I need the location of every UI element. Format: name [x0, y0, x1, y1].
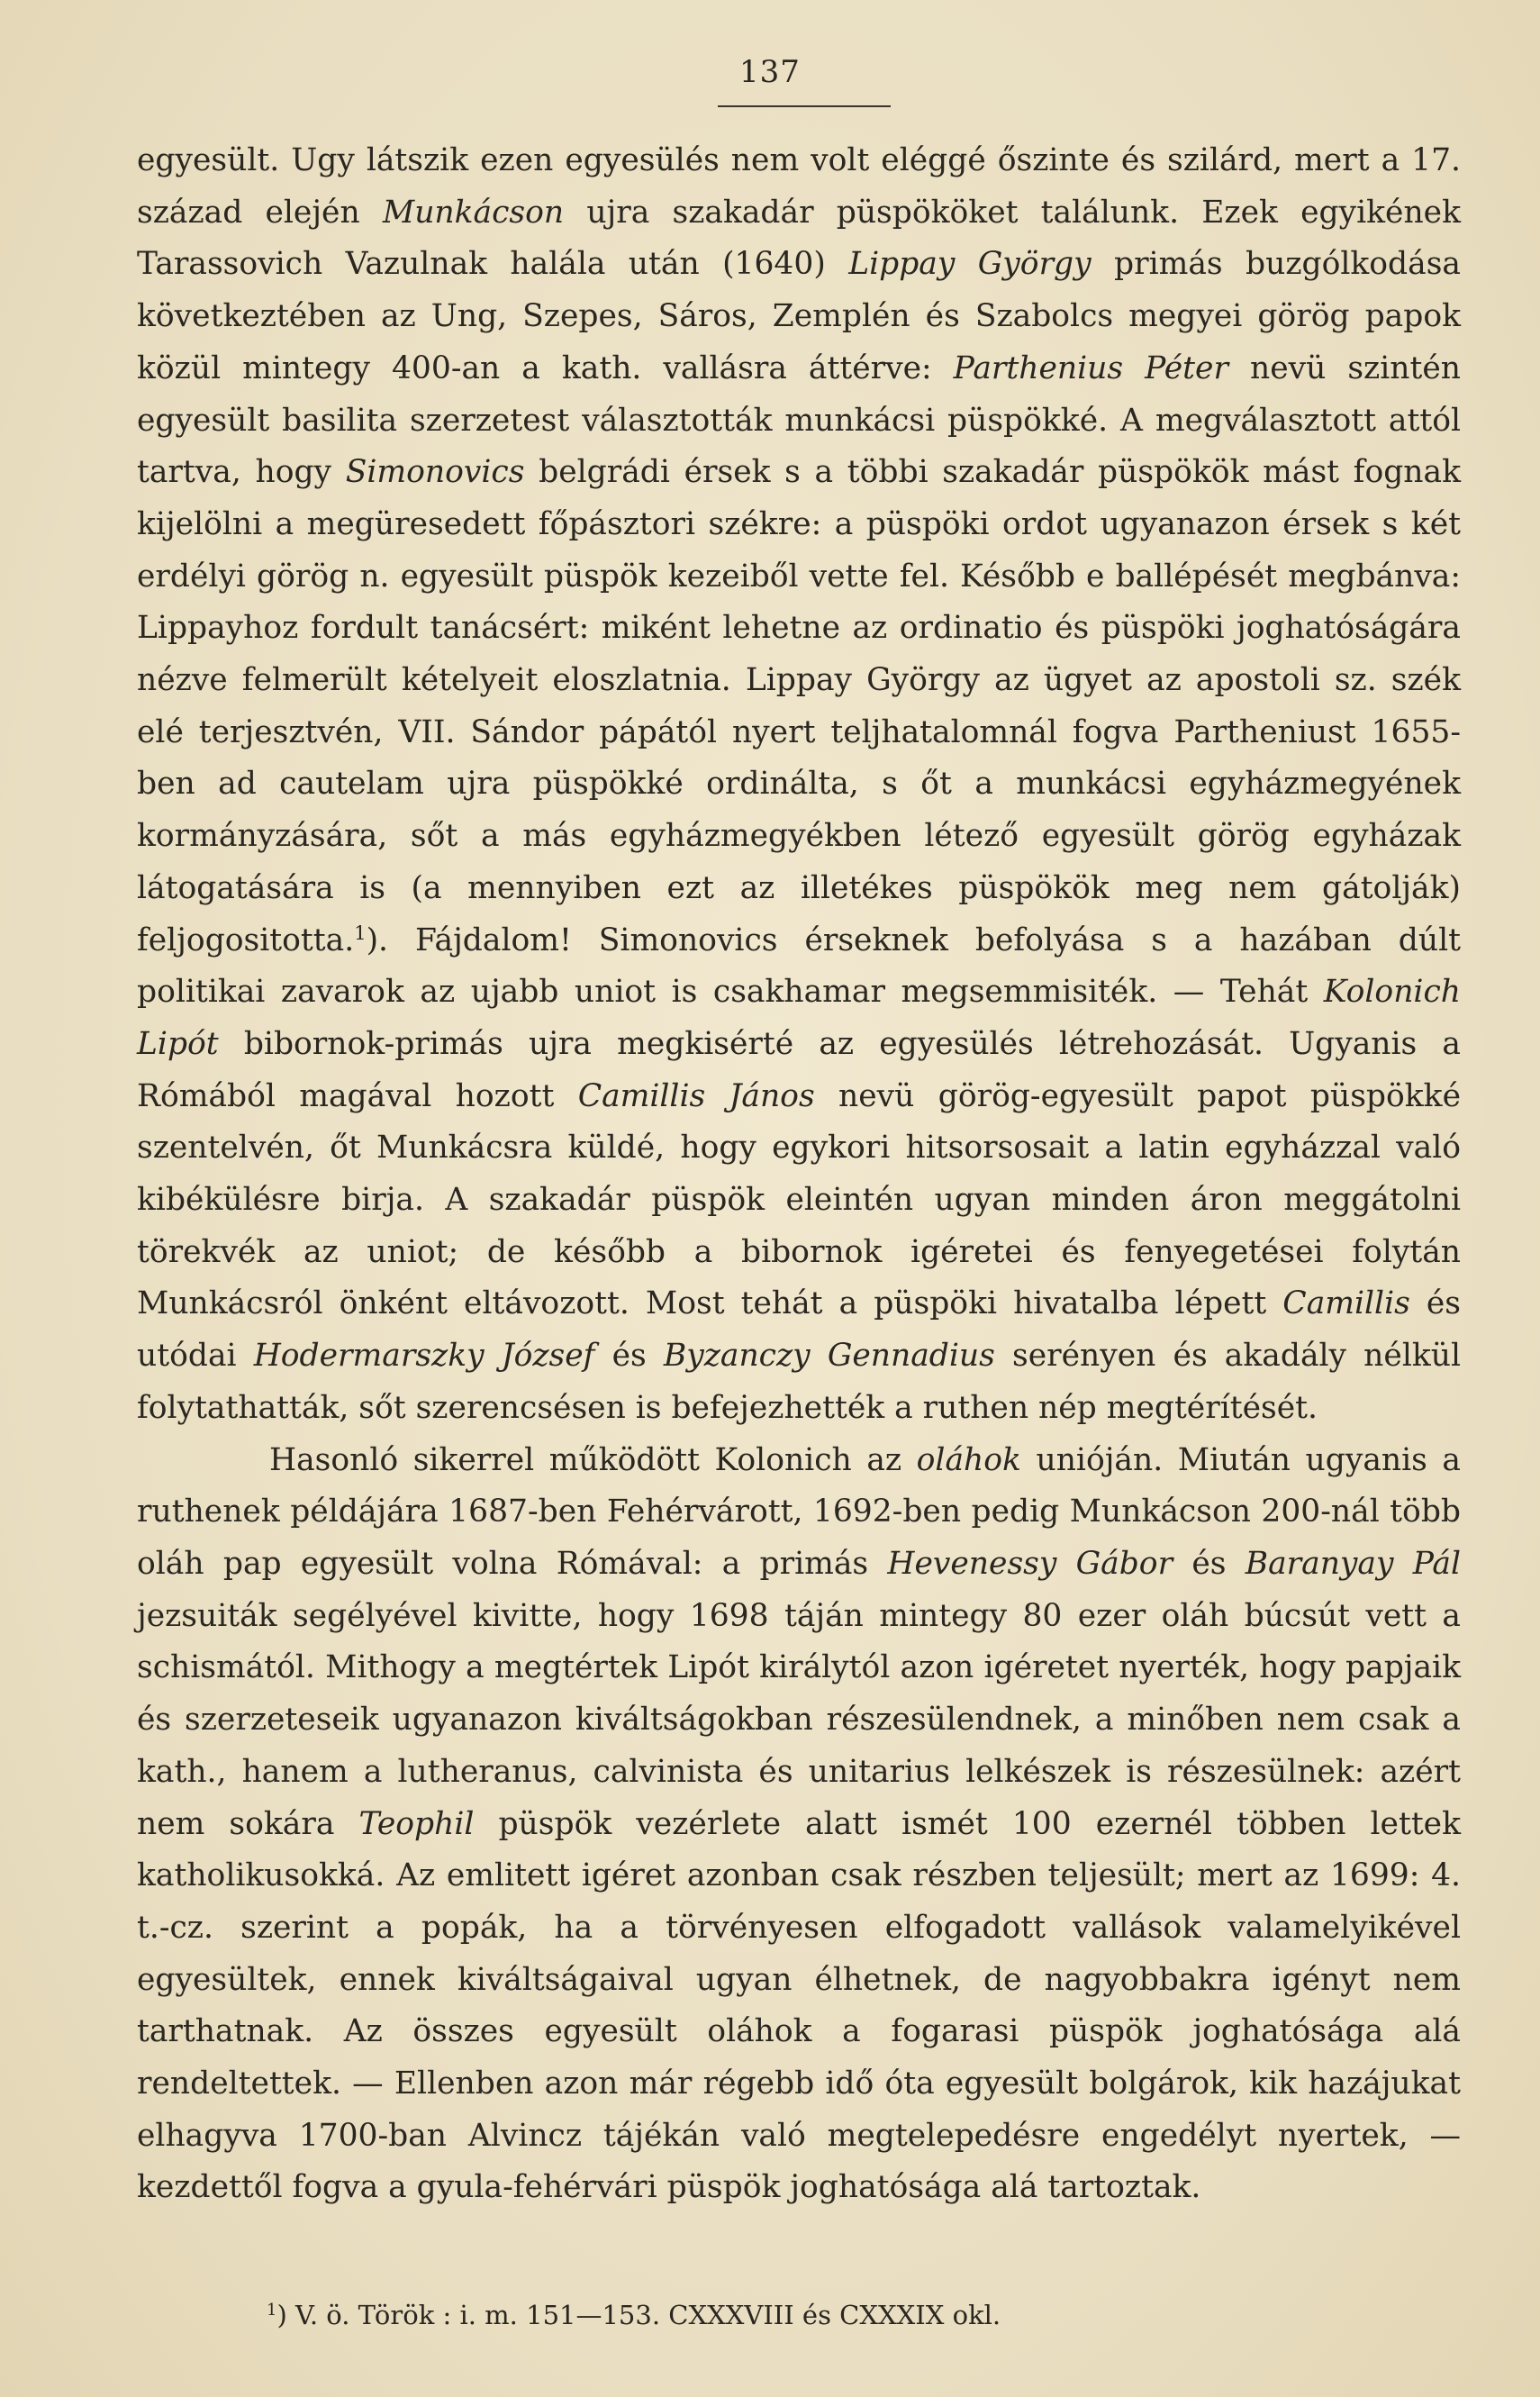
footnote-marker: 1 — [267, 2301, 277, 2320]
italic-name: Hodermarszky József — [253, 1338, 595, 1375]
text-run: bibornok-primás ujra megkisérté az egyesülés létrehozását. Ugyanis a Rómából magával hozott — [137, 1025, 1461, 1114]
text-run: püspök vezérlete alatt ismét 100 ezernél többen lettek katholikusokká. Az emlitett igéret azonban csak részben teljesült; mert az 1699: 4. t.-cz. szerint a popák, ha a törvényesen elfogadott vallások valamelyikével egyesültek, ennek kiváltságaival ugyan élhetnek, de nagyobbakra igényt nem tarthatnak. Az összes egyesült oláhok a fogarasi püspök joghatósága alá rendeltettek. — Ellenben azon már régebb idő óta egyesült bolgárok, kik hazájukat elhagyva 1700-ban Alvincz tájékán való megtelepedésre engedélyt nyertek, — kezdettől fogva a gyula-fehérvári püspök joghatósága alá tartoztak. — [137, 1805, 1462, 2206]
text-run: és — [1173, 1545, 1246, 1582]
text-run: nevü szintén egyesült basilita szerzetest választották munkácsi püspökké. A megválasztott attól tartva, hogy — [137, 350, 1461, 491]
italic-name: Baranyay Pál — [1245, 1545, 1462, 1582]
footnote — [267, 2293, 1392, 2333]
italic-name: oláhok — [916, 1441, 1021, 1478]
footnote-ref: 1 — [354, 922, 367, 944]
page-number: 137 — [739, 54, 801, 90]
italic-name: Munkácson — [382, 194, 565, 231]
italic-name: Parthenius Péter — [953, 350, 1228, 386]
text-run: nevü görög-egyesült papot püspökké szentelvén, őt Munkácsra küldé, hogy egykori hitsorsosait a latin egyházzal való kibékülésre birja. A szakadár püspök eleintén ugyan minden áron meggátolni törekvék az uniot; de később a bibornok igéretei és fenyegetései folytán Munkácsról önként eltávozott. Most tehát a püspöki hivatalba lépett — [137, 1077, 1461, 1322]
italic-name: Camillis — [1282, 1285, 1410, 1322]
text-run: és utódai — [137, 1285, 1462, 1375]
footnote-text: ) V. ö. Török : i. m. 151—153. CXXXVIII és CXXXIX okl. — [276, 2300, 1001, 2330]
main-text — [137, 135, 1461, 2214]
paragraph — [137, 135, 1461, 1435]
italic-name: Teophil — [358, 1805, 475, 1842]
italic-name: Lippay György — [848, 246, 1092, 283]
text-run: és — [594, 1338, 664, 1375]
text-run: belgrádi érsek s a többi szakadár püspökök mást fognak kijelölni a megüresedett főpásztori székre: a püspöki ordot ugyanazon érsek s két erdélyi görög n. egyesült püspök kezeiből vette fel. Később e ballépését megbánva: Lippayhoz fordult tanácsért: miként lehetne az ordinatio és püspöki joghatóságára nézve felmerült kételyeit eloszlatnia. Lippay György az ügyet az apostoli sz. szék elé terjesztvén, VII. Sándor pápától nyert teljhatalomnál fogva Partheniust 1655-ben ad cautelam ujra püspökké ordinálta, s őt a munkácsi egyházmegyének kormányzására, sőt a más egyházmegyékben létező egyesült görög egyházak látogatására is (a mennyiben ezt az illetékes püspökök meg nem gátolják) feljogositotta. — [137, 454, 1461, 958]
italic-name: Camillis János — [577, 1077, 815, 1114]
text-run: Hasonló sikerrel működött Kolonich az — [269, 1441, 917, 1478]
text-run: primás buzgólkodása következtében az Ung, Szepes, Sáros, Zemplén és Szabolcs megyei görög papok közül mintegy 400-an a kath. vallásra áttérve: — [137, 246, 1461, 386]
text-run: egyesült. Ugy látszik ezen egyesülés nem volt eléggé őszinte és szilárd, mert a 17. század elején — [137, 142, 1461, 231]
text-run: unióján. Miután ugyanis a ruthenek példájára 1687-ben Fehérvárott, 1692-ben pedig Munkácson 200-nál több oláh pap egyesült volna Rómával: a primás — [137, 1441, 1462, 1582]
italic-name: Byzanczy Gennadius — [663, 1338, 995, 1375]
italic-name: Kolonich Lipót — [137, 974, 1461, 1062]
text-run: ujra szakadár püspököket találunk. Ezek egyikének Tarassovich Vazulnak halála után (1640) — [137, 194, 1462, 283]
text-run: serényen és akadály nélkül folytathatták, sőt szerencsésen is befejezhették a ruthen nép megtérítését. — [137, 1338, 1462, 1426]
text-run: ). Fájdalom! Simonovics érseknek befolyása s a hazában dúlt politikai zavarok az ujabb uniot is csakhamar megsemmisiték. — Tehát — [137, 922, 1461, 1011]
header-rule — [718, 105, 891, 107]
italic-name: Simonovics — [345, 454, 525, 491]
text-run: jezsuiták segélyével kivitte, hogy 1698 táján mintegy 80 ezer oláh búcsút vett a schismától. Mithogy a megtértek Lipót királytól azon igéretet nyerték, hogy papjaik és szerzeteseik ugyanazon kiváltságokban részesülendnek, a minőben nem csak a kath., hanem a lutheranus, calvinista és unitarius lelkészek is részesülnek: azért nem sokára — [137, 1597, 1461, 1842]
italic-name: Hevenessy Gábor — [887, 1545, 1173, 1582]
paragraph — [137, 1435, 1461, 2215]
